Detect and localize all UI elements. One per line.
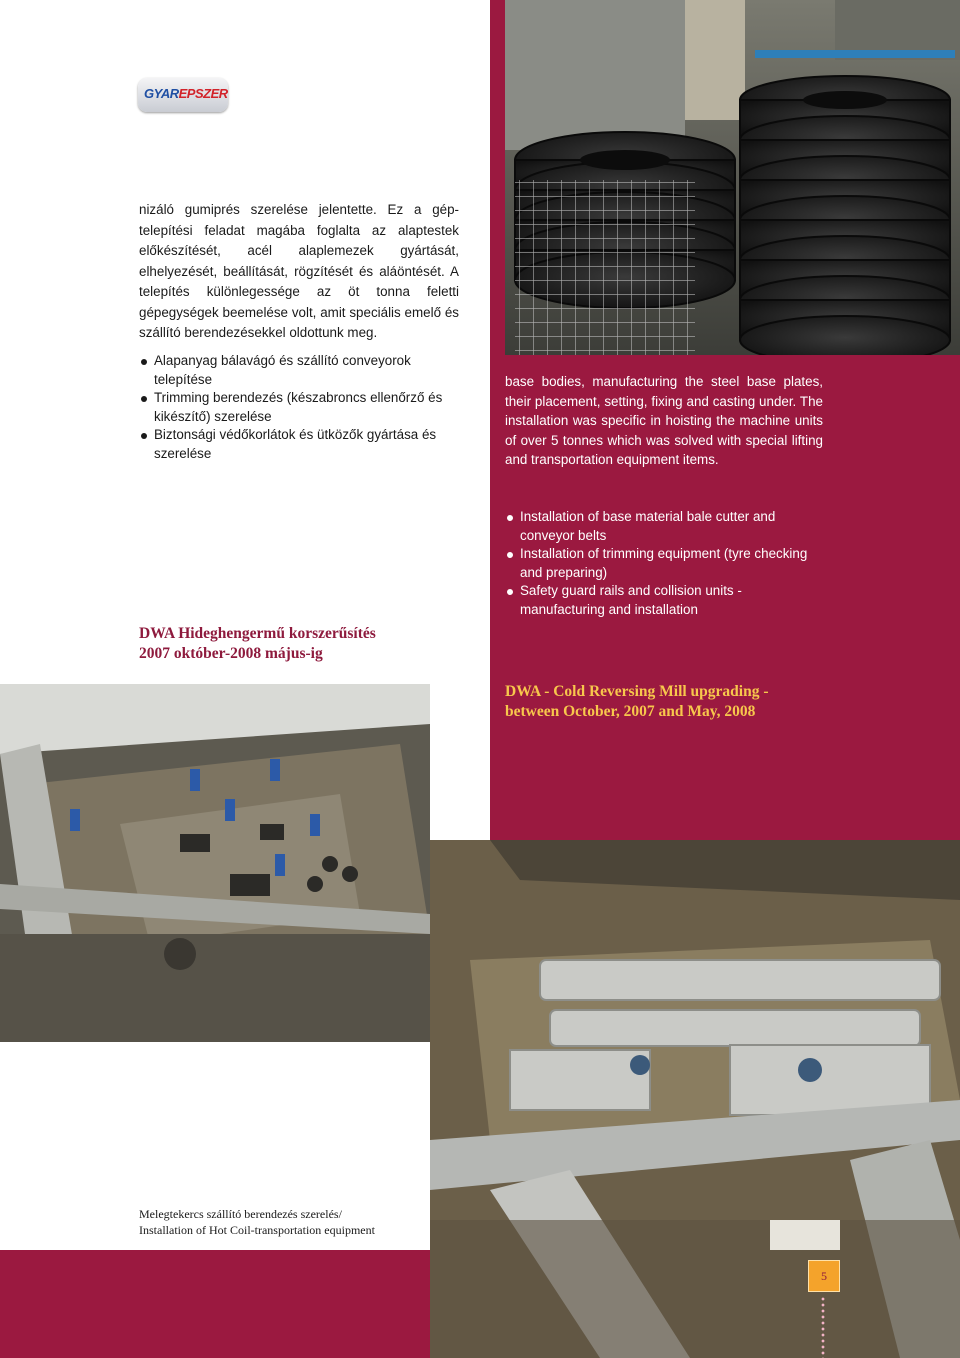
list-item: Installation of base material bale cutter and conveyor belts [505, 508, 815, 545]
english-bullet-list [505, 508, 815, 619]
list-item: Alapanyag bálavágó és szállító conveyorok telepítése [139, 352, 469, 389]
page-number: 5 [808, 1260, 840, 1292]
hungarian-bullet-list [139, 352, 469, 463]
english-section-heading: DWA - Cold Reversing Mill upgrading - between October, 2007 and May, 2008 [505, 683, 769, 720]
company-logo: GYAREPSZER [138, 78, 228, 112]
hungarian-paragraph: nizáló gumiprés szerelése jelentette. Ez a gép-telepítési feladat magába foglalta az alaptestek előkészítését, acél alaplemezek gyártását, elhelyezését, beállítását, rögzítését és aláöntését. A telepítés különlegessége az öt tonna feletti gépegységek beemelése volt, amit speciális emelő és szállító berendezésekkel oldottunk meg. [139, 202, 459, 340]
list-item: Biztonsági védőkorlátok és ütközők gyártása és szerelése [139, 426, 469, 463]
decorative-dots [821, 1296, 825, 1358]
list-item: Safety guard rails and collision units - manufacturing and installation [505, 582, 815, 619]
tyre-storage-photo [505, 0, 960, 355]
construction-site-photo [0, 684, 430, 1042]
list-item: Installation of trimming equipment (tyre checking and preparing) [505, 545, 815, 582]
hungarian-section-heading: DWA Hideghengermű korszerűsítés 2007 október-2008 május-ig [139, 625, 376, 662]
photo-caption: Melegtekercs szállító berendezés szerelés/ Installation of Hot Coil-transportation equipment [139, 1207, 375, 1237]
english-paragraph: base bodies, manufacturing the steel base plates, their placement, setting, fixing and casting under. The installation was specific in hoisting the machine units of over 5 tonnes which was solved with special lifting and transportation equipment items. [505, 374, 823, 467]
hot-coil-installation-photo [430, 840, 960, 1358]
list-item: Trimming berendezés (készabroncs ellenőrző és kikészítő) szerelése [139, 389, 469, 426]
